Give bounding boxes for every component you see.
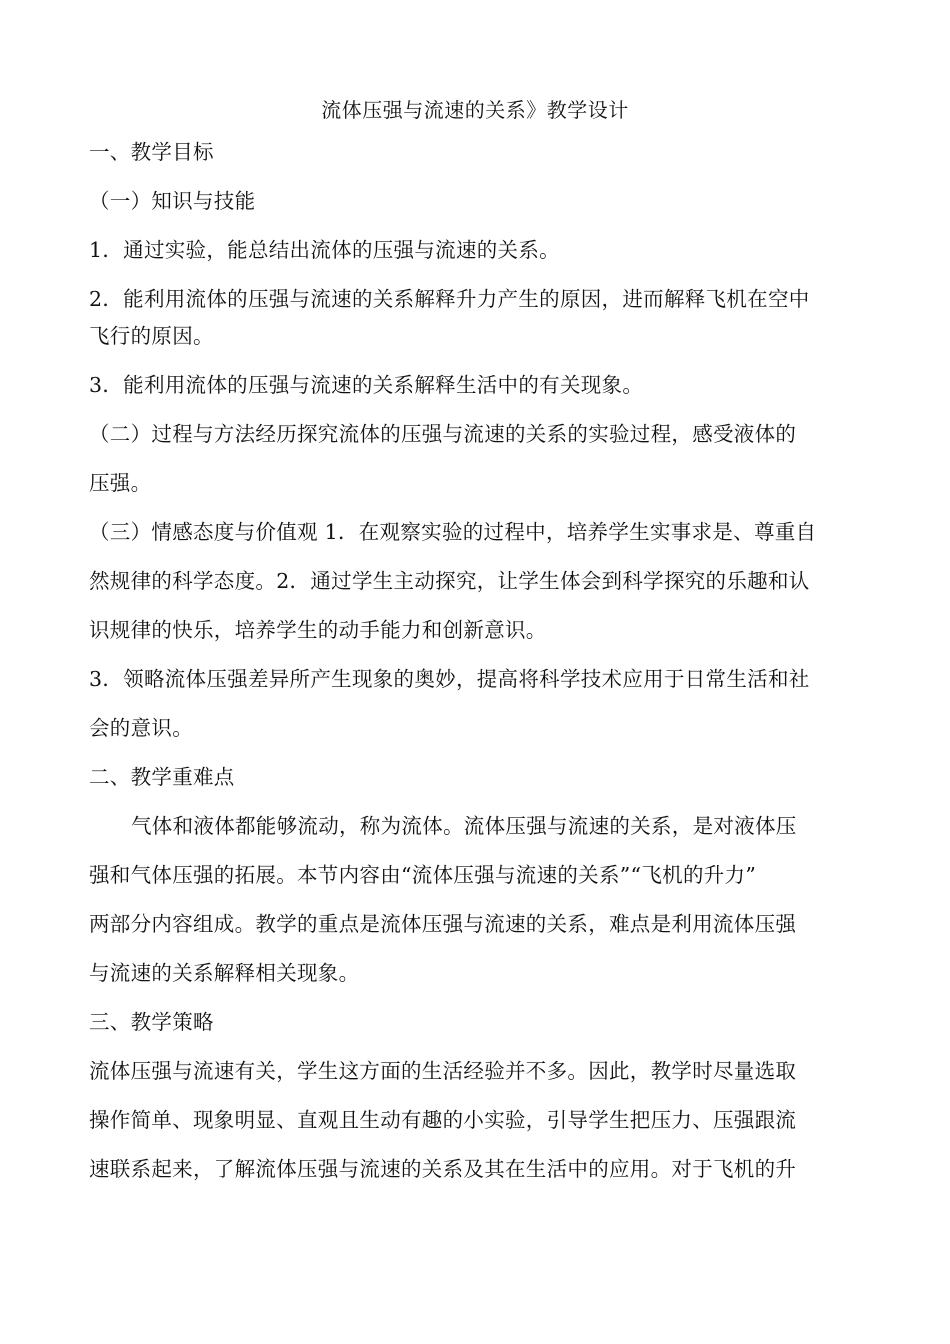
objective-item-1: 1．通过实验，能总结出流体的压强与流速的关系。 bbox=[89, 238, 560, 262]
key-difficulties-line-3: 两部分内容组成。教学的重点是流体压强与流速的关系，难点是利用流体压强 bbox=[89, 912, 797, 936]
emotion-values-line-1: （三）情感态度与价值观 1．在观察实验的过程中，培养学生实事求是、尊重自 bbox=[89, 520, 817, 544]
strategy-line-1: 流体压强与流速有关，学生这方面的生活经验并不多。因此，教学时尽量选取 bbox=[89, 1059, 797, 1083]
section-heading-objectives: 一、教学目标 bbox=[89, 140, 214, 164]
process-method-line-2: 压强。 bbox=[89, 471, 152, 495]
emotion-item-3-line-2: 会的意识。 bbox=[89, 716, 193, 740]
key-difficulties-line-4: 与流速的关系解释相关现象。 bbox=[89, 961, 360, 985]
strategy-line-2: 操作简单、现象明显、直观且生动有趣的小实验，引导学生把压力、压强跟流 bbox=[89, 1108, 797, 1132]
objective-item-2-line-1: 2．能利用流体的压强与流速的关系解释升力产生的原因，进而解释飞机在空中 bbox=[89, 287, 810, 311]
emotion-values-line-2: 然规律的科学态度。2．通过学生主动探究，让学生体会到科学探究的乐趣和认 bbox=[89, 569, 810, 593]
section-heading-key-difficulties: 二、教学重难点 bbox=[89, 765, 235, 789]
emotion-values-line-3: 识规律的快乐，培养学生的动手能力和创新意识。 bbox=[89, 618, 547, 642]
emotion-item-3-line-1: 3．领略流体压强差异所产生现象的奥妙，提高将科学技术应用于日常生活和社 bbox=[89, 667, 810, 691]
strategy-line-3: 速联系起来，了解流体压强与流速的关系及其在生活中的应用。对于飞机的升 bbox=[89, 1157, 797, 1181]
objective-item-3: 3．能利用流体的压强与流速的关系解释生活中的有关现象。 bbox=[89, 373, 644, 397]
document-title: 流体压强与流速的关系》教学设计 bbox=[321, 98, 629, 122]
subheading-knowledge-skills: （一）知识与技能 bbox=[89, 189, 256, 213]
key-difficulties-line-1: 气体和液体都能够流动，称为流体。流体压强与流速的关系，是对液体压 bbox=[131, 814, 797, 838]
objective-item-2-line-2: 飞行的原因。 bbox=[89, 324, 214, 348]
process-method-line-1: （二）过程与方法经历探究流体的压强与流速的关系的实验过程，感受液体的 bbox=[89, 422, 797, 446]
document-body bbox=[89, 134, 861, 1188]
key-difficulties-line-2: 强和气体压强的拓展。本节内容由“流体压强与流速的关系”“飞机的升力” bbox=[89, 863, 757, 887]
section-heading-strategy: 三、教学策略 bbox=[89, 1010, 214, 1034]
